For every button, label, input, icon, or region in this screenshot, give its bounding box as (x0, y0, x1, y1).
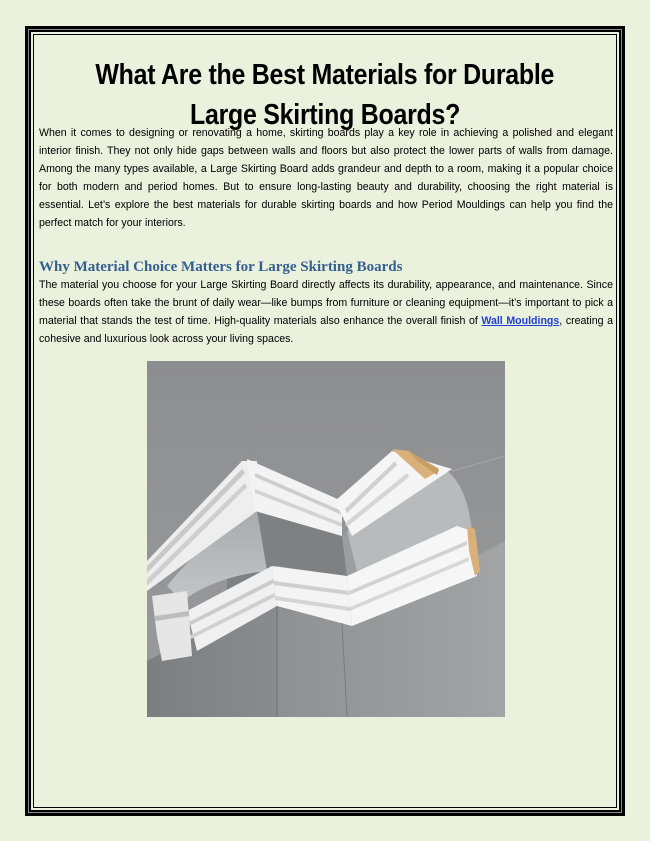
title-line-2: Large Skirting Boards? (189, 99, 461, 132)
crown-moulding-illustration (147, 361, 505, 717)
crown-moulding-photo (147, 361, 505, 717)
section-text-after-link: , creating a cohesive and luxurious look across your living spaces. (39, 315, 613, 345)
section-heading: Why Material Choice Matters for Large Skirting Boards (39, 259, 403, 275)
intro-paragraph: When it comes to designing or renovating a home, skirting boards play a key role in achieving a polished and elegant interior finish. They not only hide gaps between walls and floors but also protect the lower parts of walls from damage. Among the many types available, a Large Skirting Board adds grandeur and depth to a room, making it a popular choice for both modern and period homes. But to ensure long-lasting beauty and durability, choosing the right material is essential. Let’s explore the best materials for durable skirting boards and how Period Mouldings can help you find the perfect match for your interiors. (39, 127, 613, 229)
section-paragraph (39, 276, 613, 348)
section-text-before-link: The material you choose for your Large Skirting Board directly affects its durability, appearance, and maintenance. Since these boards often take the brunt of daily wear—like bumps from furniture or cleaning equipment—it’s important to pick a material that stands the test of time. High-quality materials also enhance the overall finish of (39, 279, 613, 327)
wall-mouldings-link[interactable]: Wall Mouldings (481, 315, 560, 327)
title-line-1: What Are the Best Materials for Durable (95, 59, 555, 92)
